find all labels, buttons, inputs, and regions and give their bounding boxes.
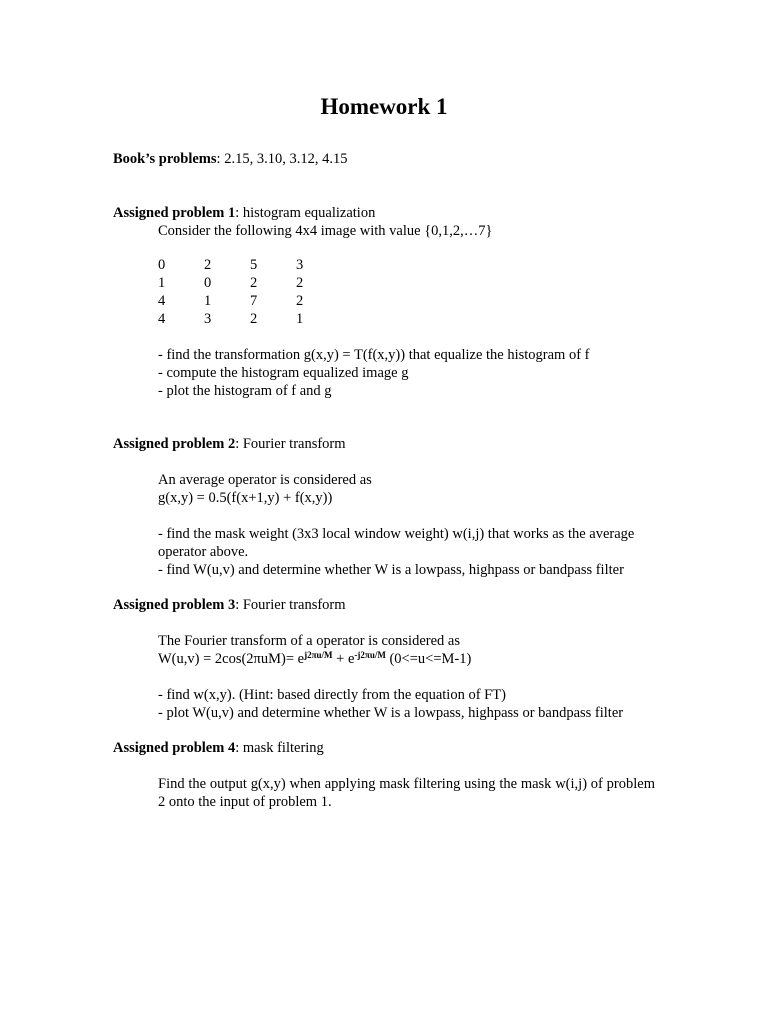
problem-3-topic: : Fourier transform: [235, 597, 346, 613]
matrix-cell: 5: [250, 257, 258, 273]
matrix-row: [158, 274, 342, 292]
problem-3-task-1: - find w(x,y). (Hint: based directly from the equation of FT): [158, 687, 506, 703]
problem-3-label: Assigned problem 3: [113, 597, 236, 613]
equation-exponent: -j2πu/M: [354, 650, 386, 660]
problem-1-task-2: - compute the histogram equalized image g: [158, 365, 409, 381]
problem-2-task-2: - find W(u,v) and determine whether W is a lowpass, highpass or bandpass filter: [158, 562, 624, 578]
matrix-cell: 3: [204, 311, 212, 327]
problem-3-intro: The Fourier transform of a operator is considered as: [158, 633, 460, 649]
problem-4-heading: [113, 739, 324, 757]
equation-exponent: j2πu/M: [304, 650, 333, 660]
matrix-row: [158, 310, 342, 328]
problem-4-text: Find the output g(x,y) when applying mask filtering using the mask w(i,j) of problem 2 onto the input of problem 1.: [158, 776, 655, 810]
books-problems-line: [113, 150, 347, 168]
problem-4-label: Assigned problem 4: [113, 740, 236, 756]
problem-1-intro: Consider the following 4x4 image with value {0,1,2,…7}: [158, 223, 493, 239]
equation-part: (0<=u<=M-1): [385, 651, 472, 667]
problem-2-topic: : Fourier transform: [235, 436, 346, 452]
matrix-cell: 2: [296, 293, 304, 309]
problem-3-heading: [113, 596, 346, 614]
problem-2-task-1-cont: operator above.: [158, 544, 249, 560]
matrix-cell: 0: [204, 275, 212, 291]
matrix-cell: 2: [204, 257, 212, 273]
problem-1-label: Assigned problem 1: [113, 205, 236, 221]
books-problems-list: : 2.15, 3.10, 3.12, 4.15: [216, 151, 348, 167]
matrix-cell: 2: [250, 275, 258, 291]
equation-part: + e: [332, 651, 355, 667]
matrix-cell: 3: [296, 257, 304, 273]
page-title: Homework 1: [320, 94, 448, 119]
problem-1-heading: [113, 204, 375, 222]
matrix-cell: 1: [296, 311, 304, 327]
problem-1-task-1: - find the transformation g(x,y) = T(f(x,y)) that equalize the histogram of f: [158, 347, 590, 363]
problem-4-topic: : mask filtering: [235, 740, 324, 756]
matrix-cell: 2: [250, 311, 258, 327]
problem-1-task-3: - plot the histogram of f and g: [158, 383, 332, 399]
matrix-cell: 4: [158, 293, 166, 309]
matrix-cell: 1: [204, 293, 212, 309]
matrix-row: [158, 256, 342, 274]
problem-3-task-2: - plot W(u,v) and determine whether W is a lowpass, highpass or bandpass filter: [158, 705, 624, 721]
matrix-cell: 1: [158, 275, 166, 291]
problem-2-task-1: - find the mask weight (3x3 local window weight) w(i,j) that works as the average: [158, 526, 635, 542]
matrix-cell: 2: [296, 275, 304, 291]
problem-2-heading: [113, 435, 346, 453]
problem-3-equation: [158, 650, 471, 668]
problem-2-equation: g(x,y) = 0.5(f(x+1,y) + f(x,y)): [158, 490, 333, 506]
equation-part: W(u,v) = 2cos(2πuM)= e: [158, 651, 305, 667]
matrix-cell: 0: [158, 257, 166, 273]
books-problems-label: Book’s problems: [113, 151, 217, 167]
matrix-cell: 4: [158, 311, 166, 327]
matrix-cell: 7: [250, 293, 258, 309]
image-matrix: [158, 256, 342, 328]
problem-2-label: Assigned problem 2: [113, 436, 236, 452]
problem-2-intro: An average operator is considered as: [158, 472, 372, 488]
problem-1-topic: : histogram equalization: [235, 205, 376, 221]
matrix-row: [158, 292, 342, 310]
